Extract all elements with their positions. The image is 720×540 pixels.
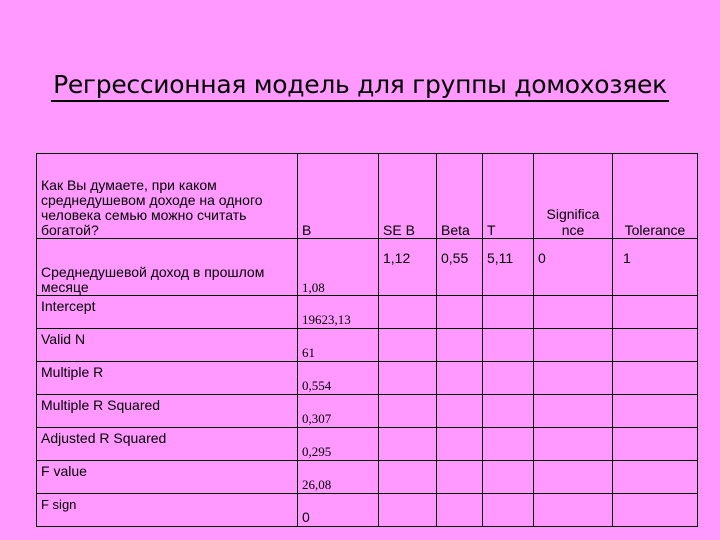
stat-value-adjusted-r-squared: 0,295 <box>298 428 379 461</box>
table-row <box>37 494 698 527</box>
table-header-row <box>37 154 698 239</box>
stat-label-multiple-r: Multiple R <box>37 362 298 395</box>
table-row <box>37 428 698 461</box>
header-se-b: SE B <box>379 154 437 239</box>
stat-value-valid-n: 61 <box>298 329 379 362</box>
table-row <box>37 461 698 494</box>
stat-value-f-value: 26,08 <box>298 461 379 494</box>
table-row-income <box>37 239 698 296</box>
stat-label-valid-n: Valid N <box>37 329 298 362</box>
slide-title-text: Регрессионная модель для группы домохозяек <box>51 70 669 102</box>
header-beta: Beta <box>437 154 483 239</box>
stat-label-adjusted-r-squared: Adjusted R Squared <box>37 428 298 461</box>
income-significance: 0 <box>534 239 613 296</box>
header-b: B <box>298 154 379 239</box>
table-row <box>37 395 698 428</box>
income-t: 5,11 <box>483 239 534 296</box>
stat-value-multiple-r: 0,554 <box>298 362 379 395</box>
header-question: Как Вы думаете, при каком среднедушевом доходе на одного человека семью можно считать богатой? <box>37 154 298 239</box>
stat-label-f-sign: F sign <box>37 494 298 527</box>
slide-title <box>0 70 720 99</box>
table-row <box>37 362 698 395</box>
header-significance: Significa nce <box>534 154 613 239</box>
stat-value-multiple-r-squared: 0,307 <box>298 395 379 428</box>
stat-label-intercept: Intercept <box>37 296 298 329</box>
header-tolerance: Tolerance <box>613 154 698 239</box>
income-b: 1,08 <box>298 239 379 296</box>
income-se-b: 1,12 <box>379 239 437 296</box>
header-t: T <box>483 154 534 239</box>
stat-value-intercept: 19623,13 <box>298 296 379 329</box>
stat-label-multiple-r-squared: Multiple R Squared <box>37 395 298 428</box>
table-row <box>37 296 698 329</box>
income-beta: 0,55 <box>437 239 483 296</box>
stat-label-f-value: F value <box>37 461 298 494</box>
income-label: Среднедушевой доход в прошлом месяце <box>37 239 298 296</box>
income-tolerance: 1 <box>613 239 698 296</box>
regression-table <box>36 153 698 527</box>
table-row <box>37 329 698 362</box>
stat-value-f-sign: 0 <box>298 494 379 527</box>
